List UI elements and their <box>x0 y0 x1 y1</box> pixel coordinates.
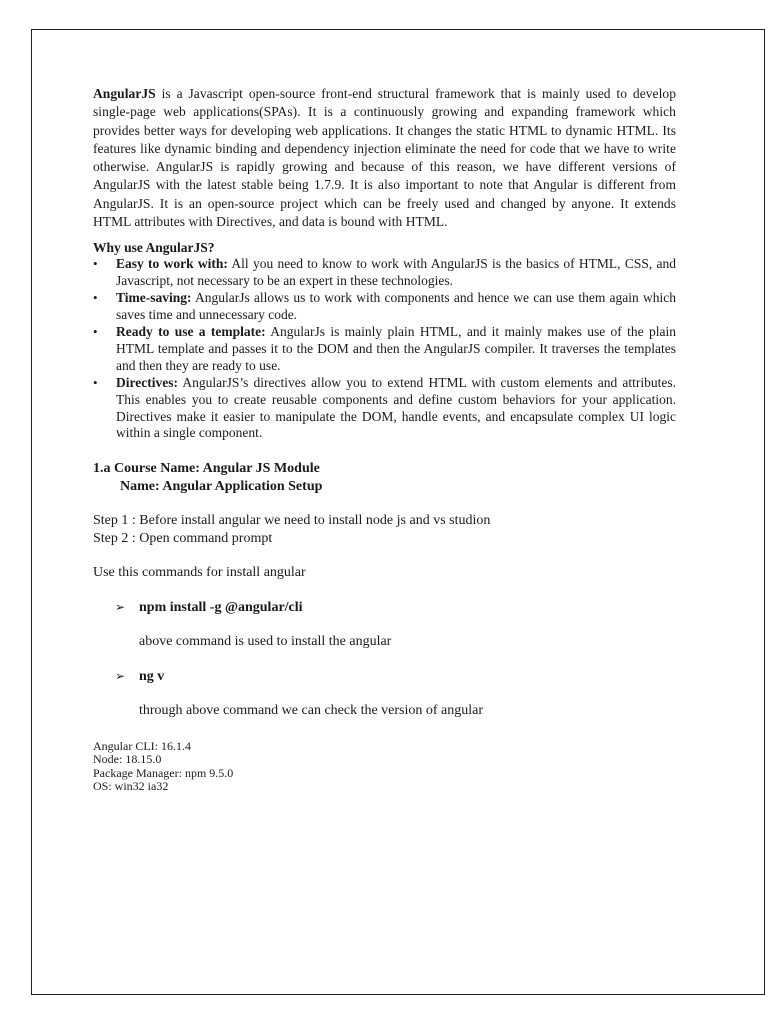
command-2-text: ng v <box>139 668 165 684</box>
bullet-label: Directives: <box>116 374 178 390</box>
bullet-label: Time-saving: <box>116 290 192 306</box>
command-1-description: above command is used to install the angular <box>139 634 392 650</box>
bullet-text: AngularJS’s directives allow you to extend HTML with custom elements and attributes. This enables you to create reusable components and define custom behaviors for your application. Directives make it easier to manipulate the DOM, handle events, and encapsulate complex UI logic within a single component. <box>116 374 676 441</box>
bullet-icon: • <box>93 324 98 339</box>
command-2 <box>93 668 676 686</box>
document-body <box>93 85 676 794</box>
intro-paragraph <box>93 85 676 231</box>
course-subtitle: Name: Angular Application Setup <box>120 478 323 494</box>
intro-lead: AngularJS <box>93 86 156 101</box>
steps-block <box>93 512 676 547</box>
step-2: Step 2 : Open command prompt <box>93 530 273 546</box>
list-item <box>93 375 676 443</box>
list-item <box>93 324 676 375</box>
intro-text: is a Javascript open-source front-end structural framework that is mainly used to develop single-page web applications(SPAs). It is a continuously growing and expanding framework which provides better ways for developing web applications. It changes the static HTML to dynamic HTML. Its features like dynamic binding and dependency injection eliminate the need for code that we have to write otherwise. AngularJS is rapidly growing and because of this reason, we have different versions of AngularJS with the latest stable being 1.7.9. It is also important to note that Angular is different from AngularJS. It is an open-source project which can be freely used and changed by anyone. It extends HTML attributes with Directives, and data is bound with HTML. <box>93 86 676 230</box>
use-commands-line: Use this commands for install angular <box>93 565 306 581</box>
version-info <box>93 740 676 794</box>
step-1: Step 1 : Before install angular we need to install node js and vs studion <box>93 513 491 529</box>
arrow-bullet-icon: ➢ <box>115 599 126 614</box>
course-heading <box>93 460 676 495</box>
bullet-icon: • <box>93 290 98 306</box>
arrow-bullet-icon: ➢ <box>115 668 126 683</box>
command-1-text: npm install -g @angular/cli <box>139 599 303 615</box>
course-name: 1.a Course Name: Angular JS Module <box>93 461 320 477</box>
version-node: Node: 18.15.0 <box>93 752 162 767</box>
command-1 <box>93 599 676 617</box>
list-item <box>93 290 676 324</box>
bullet-text: AngularJs allows us to work with components and hence we can use them again which saves time and unnecessary code. <box>116 290 676 323</box>
bullet-icon: • <box>93 374 98 390</box>
why-heading: Why use AngularJS? <box>93 240 215 256</box>
version-cli: Angular CLI: 16.1.4 <box>93 738 191 753</box>
bullet-icon: • <box>93 256 98 272</box>
list-item <box>93 256 676 290</box>
why-bullet-list <box>93 256 676 442</box>
version-os: OS: win32 ia32 <box>93 779 169 794</box>
version-package-manager: Package Manager: npm 9.5.0 <box>93 765 234 780</box>
bullet-label: Ready to use a template: <box>116 324 266 339</box>
command-2-description: through above command we can check the version of angular <box>139 703 484 719</box>
bullet-label: Easy to work with: <box>116 256 228 272</box>
bullet-text: AngularJs is mainly plain HTML, and it mainly makes use of the plain HTML template and passes it to the DOM and then the AngularJS compiler. It traverses the templates and then they are ready to use. <box>116 324 676 373</box>
bullet-text: All you need to know to work with AngularJS is the basics of HTML, CSS, and Javascript, not necessary to be an expert in these technologies. <box>116 256 676 289</box>
